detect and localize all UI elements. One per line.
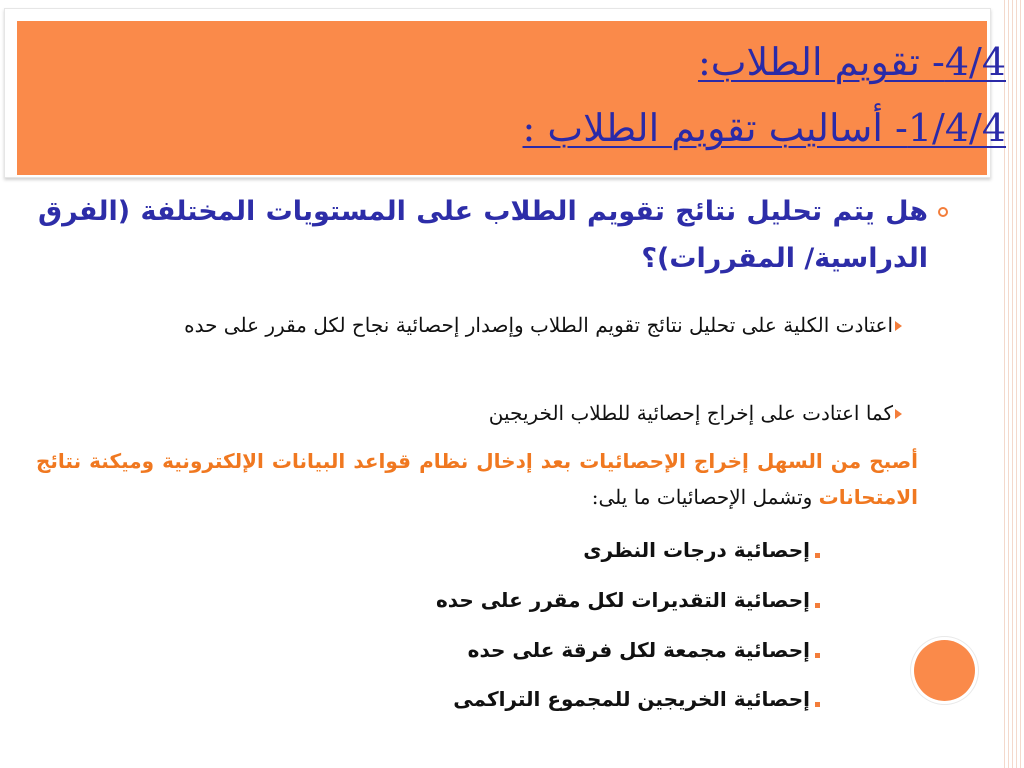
decorative-circle bbox=[914, 640, 975, 701]
note-rest: وتشمل الإحصائيات ما يلى: bbox=[591, 485, 813, 509]
point-text: اعتادت الكلية على تحليل نتائج تقويم الطلاب وإصدار إحصائية نجاح لكل مقرر على حده bbox=[184, 313, 893, 337]
stat-item: إحصائية التقديرات لكل مقرر على حده bbox=[435, 588, 810, 612]
square-bullet-icon bbox=[815, 702, 820, 707]
square-bullet-icon bbox=[815, 553, 820, 558]
stat-item: إحصائية الخريجين للمجموع التراكمى bbox=[453, 687, 810, 711]
note-paragraph bbox=[36, 443, 918, 515]
note-highlight: أصبح من السهل إخراج الإحصائيات بعد إدخال نظام قواعد البيانات الإلكترونية وميكنة نتائج الامتحانات bbox=[36, 449, 918, 509]
slide-title: 4/4- تقويم الطلاب: bbox=[697, 40, 1006, 84]
question-text: هل يتم تحليل نتائج تقويم الطلاب على المستويات المختلفة (الفرق الدراسية/ المقررات)؟ bbox=[38, 196, 928, 275]
stat-item: إحصائية درجات النظرى bbox=[583, 538, 810, 562]
ring-bullet-icon bbox=[938, 207, 948, 217]
stat-item: إحصائية مجمعة لكل فرقة على حده bbox=[467, 638, 810, 662]
slide-subtitle: 1/4/4- أساليب تقويم الطلاب : bbox=[522, 106, 1006, 150]
square-bullet-icon bbox=[815, 653, 820, 658]
arrow-bullet-icon bbox=[895, 321, 902, 331]
arrow-bullet-icon bbox=[895, 409, 902, 419]
point-text: كما اعتادت على إخراج إحصائية للطلاب الخريجين bbox=[488, 401, 893, 425]
square-bullet-icon bbox=[815, 603, 820, 608]
